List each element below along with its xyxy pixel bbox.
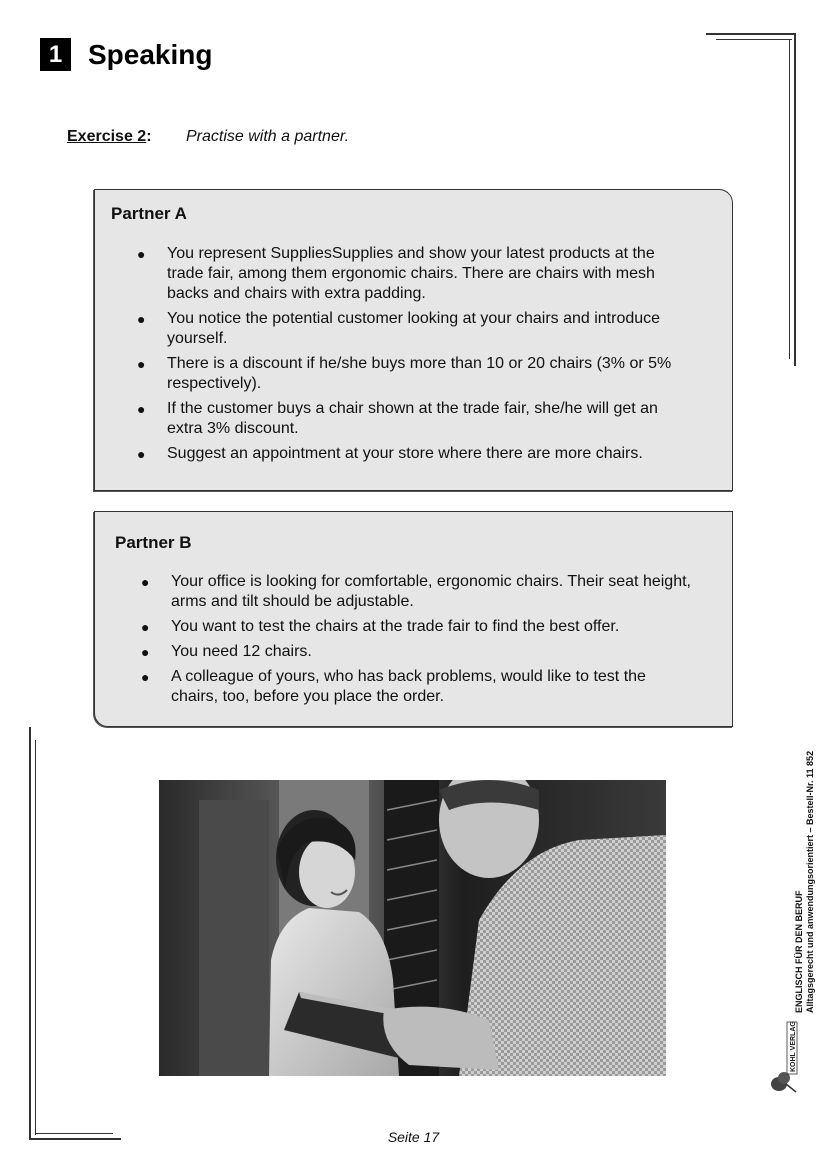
bullet-line: respectively). bbox=[167, 375, 262, 392]
bullet-item bbox=[137, 244, 697, 304]
partner-b-list bbox=[141, 572, 711, 712]
partner-b-box bbox=[94, 511, 733, 727]
bullet-icon: ● bbox=[141, 644, 150, 660]
bullet-icon: ● bbox=[141, 619, 150, 635]
bullet-line: Suggest an appointment at your store where there are more chairs. bbox=[167, 445, 643, 462]
bullet-line: extra 3% discount. bbox=[167, 420, 299, 437]
frame-line bbox=[706, 33, 796, 35]
partner-a-title: Partner A bbox=[111, 204, 187, 223]
bullet-line: Your office is looking for comfortable, ergonomic chairs. Their seat height, bbox=[171, 573, 691, 590]
bullet-item bbox=[137, 444, 697, 464]
bullet-icon: ● bbox=[137, 401, 146, 417]
bullet-item bbox=[137, 399, 697, 439]
partner-a-box bbox=[94, 189, 733, 491]
bullet-line: trade fair, among them ergonomic chairs. There are chairs with mesh bbox=[167, 265, 655, 282]
bullet-item bbox=[141, 667, 711, 707]
bullet-item bbox=[141, 617, 711, 637]
bullet-icon: ● bbox=[141, 574, 150, 590]
exercise-label-text: Exercise 2 bbox=[67, 128, 147, 145]
trade-fair-photo bbox=[159, 780, 666, 1076]
frame-line bbox=[716, 39, 792, 40]
bullet-line: You represent SuppliesSupplies and show your latest products at the bbox=[167, 245, 655, 262]
partner-a-list bbox=[137, 244, 697, 469]
bullet-item bbox=[137, 354, 697, 394]
bullet-icon: ● bbox=[137, 311, 146, 327]
bullet-item bbox=[137, 309, 697, 349]
frame-line bbox=[35, 740, 36, 1135]
sidebar-line-2: Alltagsgerecht und anwendungsorientiert – Bestell-Nr. 11 852 bbox=[805, 750, 815, 1013]
bullet-line: You want to test the chairs at the trade fair to find the best offer. bbox=[171, 618, 620, 635]
bullet-line: chairs, too, before you place the order. bbox=[171, 688, 445, 705]
section-title: Speaking bbox=[88, 39, 213, 70]
bullet-icon: ● bbox=[141, 669, 150, 685]
bullet-item bbox=[141, 572, 711, 612]
sidebar-caption bbox=[794, 751, 816, 1013]
publisher-logo bbox=[770, 1020, 798, 1094]
partner-b-title: Partner B bbox=[115, 533, 192, 552]
section-number-badge: 1 bbox=[40, 38, 71, 71]
bullet-line: You notice the potential customer looking at your chairs and introduce bbox=[167, 310, 661, 327]
bullet-icon: ● bbox=[137, 246, 146, 262]
frame-line bbox=[794, 33, 796, 366]
bullet-line: arms and tilt should be adjustable. bbox=[171, 593, 414, 610]
bullet-line: backs and chairs with extra padding. bbox=[167, 285, 426, 302]
exercise-instruction: Practise with a partner. bbox=[186, 128, 350, 145]
bullet-item bbox=[141, 642, 711, 662]
bullet-line: A colleague of yours, who has back problems, would like to test the bbox=[171, 668, 646, 685]
bullet-icon: ● bbox=[137, 356, 146, 372]
frame-line bbox=[789, 39, 790, 359]
bullet-line: If the customer buys a chair shown at the trade fair, she/he will get an bbox=[167, 400, 658, 417]
bullet-line: yourself. bbox=[167, 330, 228, 347]
bullet-line: You need 12 chairs. bbox=[171, 643, 312, 660]
bullet-line: There is a discount if he/she buys more than 10 or 20 chairs (3% or 5% bbox=[167, 355, 672, 372]
bullet-icon: ● bbox=[137, 446, 146, 462]
page-number: Seite 17 bbox=[387, 1129, 440, 1145]
publisher-logo-text: KOHL VERLAG bbox=[790, 1021, 797, 1072]
frame-line bbox=[29, 727, 31, 1140]
sidebar-line-1: ENGLISCH FÜR DEN BERUF bbox=[794, 890, 804, 1013]
exercise-label bbox=[67, 127, 152, 147]
exercise-label-colon: : bbox=[146, 128, 152, 145]
